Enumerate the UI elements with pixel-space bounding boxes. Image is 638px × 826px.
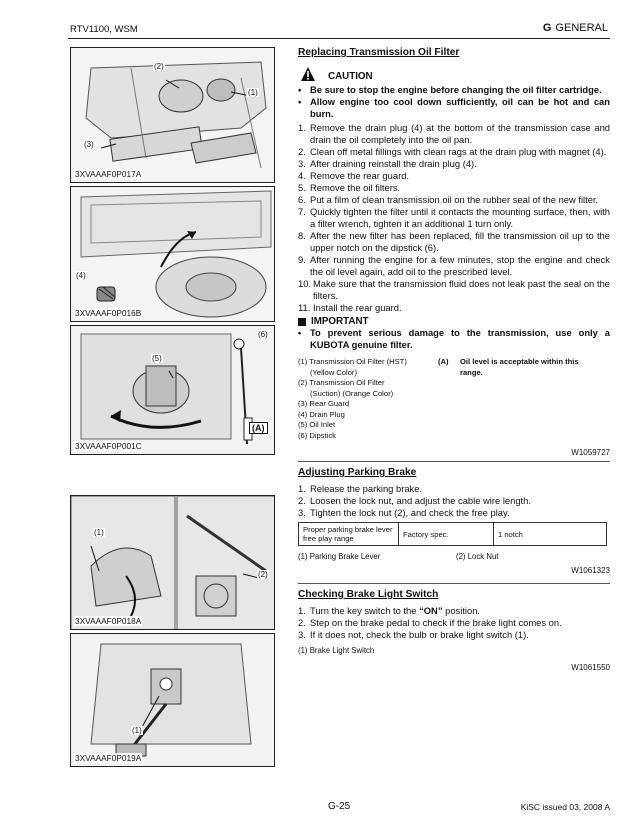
filter-legend (298, 357, 610, 441)
issue-note: KiSC issued 03, 2008 A (520, 802, 610, 812)
oil-filters-illustration (71, 48, 275, 183)
section-transmission-filter (298, 47, 610, 457)
step-item: 1. Turn the key switch to the “ON” position. (298, 605, 481, 616)
figure-oil-filters (70, 47, 275, 183)
text-column (298, 47, 610, 672)
figure-code: 3XVAAAF0P019A (75, 753, 142, 763)
callout-1: (1) (248, 88, 258, 97)
step-item: 9. After running the engine for a few minutes, stop the engine and check the oil level again, add oil to the prescribed level. (298, 254, 610, 277)
figure-code: 3XVAAAF0P017A (75, 169, 142, 179)
section-title: Replacing Transmission Oil Filter (298, 47, 460, 58)
brake-light-legend: (1) Brake Light Switch (298, 646, 375, 655)
callout-1: (1) (94, 528, 104, 537)
step-item: 6. Put a film of clean transmission oil on the rubber seal of the new filter. (298, 194, 599, 205)
callout-4: (4) (76, 271, 86, 280)
section-letter: G (542, 22, 552, 34)
step-item: 2. Step on the brake pedal to check if the brake light comes on. (298, 617, 562, 628)
step-item: 2. Clean off metal fillings with clean rags at the drain plug with magnet (4). (298, 146, 607, 157)
callout-5: (5) (152, 354, 162, 363)
section-separator (298, 461, 610, 462)
section-brake-light (298, 589, 610, 672)
callout-2: (2) (154, 62, 164, 71)
section-parking-brake (298, 467, 610, 575)
callout-1: (1) (132, 726, 142, 735)
figure-code: 3XVAAAF0P018A (75, 616, 142, 626)
figure-column (70, 47, 275, 770)
oil-inlet-illustration (71, 326, 275, 455)
step-item: 3. After draining reinstall the drain plug (4). (298, 158, 477, 169)
figure-code: 3XVAAAF0P016B (75, 308, 142, 318)
step-item: 11. Install the rear guard. (298, 302, 402, 313)
step-item: 4. Remove the rear guard. (298, 170, 410, 181)
page-header-left: RTV1100, WSM (70, 24, 138, 35)
section-separator (298, 583, 610, 584)
callout-2: (2) (258, 570, 268, 579)
section-title: Adjusting Parking Brake (298, 467, 417, 478)
section-title: Checking Brake Light Switch (298, 589, 439, 600)
brake-light-illustration (71, 634, 275, 767)
step-item: 1. Remove the drain plug (4) at the bottom of the transmission case and drain the oil completely into the oil pan. (298, 122, 610, 145)
caution-label: CAUTION (328, 71, 373, 82)
step-item: 3. Tighten the lock nut (2), and check the free play. (298, 507, 510, 518)
page-header-right (543, 22, 608, 34)
step-item: 7. Quickly tighten the filter until it contacts the mounting surface, then, with a filter wrench, tighten it an additional 1 turn only. (298, 206, 610, 229)
filter-steps (298, 122, 610, 314)
callout-6: (6) (258, 330, 268, 339)
step-item: 2. Loosen the lock nut, and adjust the cable wire length. (298, 495, 531, 506)
step-item: 5. Remove the oil filters. (298, 182, 401, 193)
important-bullet: • To prevent serious damage to the transmission, use only a KUBOTA genuine filter. (298, 327, 610, 350)
important-row: IMPORTANT (298, 316, 610, 327)
step-item: 1. Release the parking brake. (298, 483, 423, 494)
page-number: G-25 (328, 801, 351, 812)
step-item: 10. Make sure that the transmission fluid does not leak past the seal on the filters. (298, 278, 610, 301)
caution-bullet: • Be sure to stop the engine before changing the oil filter cartridge. (298, 84, 602, 95)
callout-3: (3) (84, 140, 94, 149)
drain-plug-illustration (71, 187, 275, 322)
brake-light-steps (298, 605, 610, 641)
figure-drain-plug (70, 186, 275, 322)
figure-parking-brake (70, 495, 275, 630)
spec-value-cell: 1 notch (494, 523, 607, 546)
figure-brake-light (70, 633, 275, 767)
figure-code: 3XVAAAF0P001C (75, 441, 142, 451)
section-code: W1061550 (571, 663, 610, 672)
caution-bullet: • Allow engine too cool down sufficiently, oil can be hot and can burn. (298, 96, 610, 119)
legend-range-note: (A) Oil level is acceptable within this range. (438, 357, 579, 377)
figure-oil-inlet (70, 325, 275, 455)
important-square-icon (298, 318, 306, 326)
parking-brake-illustration (71, 496, 275, 630)
parking-steps (298, 483, 610, 519)
range-label-a: (A) (249, 422, 268, 434)
warning-triangle-icon (300, 66, 316, 82)
step-item: 3. If it does not, check the bulb or brake light switch (1). (298, 629, 529, 640)
section-code: W1061323 (571, 566, 610, 575)
step-item: 8. After the new filter has been replaced, fill the transmission oil up to the upper notch on the dipstick (6). (298, 230, 610, 253)
section-code: W1059727 (571, 448, 610, 457)
free-play-spec-table (298, 522, 607, 546)
legend-list: (1) Transmission Oil Filter (HST) (Yellow Color) (2) Transmission Oil Filter (Suction) (Orange Color) (3) Rear Guard (4) Drain Plug (5) Oil Inlet (6) Dipstick (298, 357, 407, 440)
spec-type-cell: Factory spec. (399, 523, 494, 546)
caution-row (300, 66, 610, 82)
header-rule (68, 38, 610, 39)
parking-legend: (1) Parking Brake Lever (2) Lock Nut (298, 552, 499, 561)
spec-item-cell: Proper parking brake lever free play range (299, 523, 399, 546)
section-name: GENERAL (555, 22, 608, 34)
table-row (299, 523, 607, 546)
